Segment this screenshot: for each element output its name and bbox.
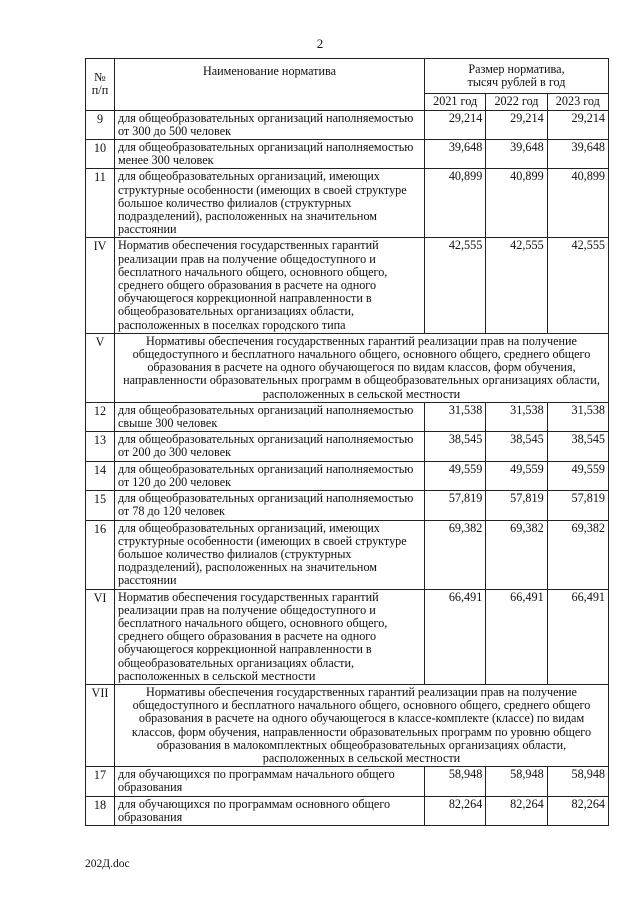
value-2021: 31,538 (425, 402, 486, 431)
section-row (86, 684, 609, 766)
value-2023: 40,899 (547, 169, 608, 238)
row-number: 15 (86, 491, 115, 520)
section-title: Нормативы обеспечения государственных гарантий реализации прав на получение общедоступного и бесплатного начального общего, основного общего, среднего общего образования в расчете на одного обучающегося в классе-комплекте (классе) по видам классов, форм обучения, направленности образовательных программ по уровню общего образования в малокомплектных общеобразовательных организациях области, расположенных в сельской местности (115, 684, 609, 766)
value-2023: 57,819 (547, 491, 608, 520)
normative-name: для общеобразовательных организаций наполняемостью свыше 300 человек (115, 402, 425, 431)
row-number: VI (86, 589, 115, 684)
value-2021: 29,214 (425, 110, 486, 139)
normative-name: Норматив обеспечения государственных гарантий реализации прав на получение общедоступного и бесплатного начального общего, основного общего, среднего общего образования в расчете на одного обучающегося коррекционной направленности в общеобразовательных организациях области, расположенных в поселках городского типа (115, 238, 425, 333)
normative-name: для обучающихся по программам начального общего образования (115, 767, 425, 796)
row-number: 16 (86, 520, 115, 589)
value-2021: 40,899 (425, 169, 486, 238)
row-number: 9 (86, 110, 115, 139)
value-2022: 57,819 (486, 491, 547, 520)
value-2023: 66,491 (547, 589, 608, 684)
value-2021: 38,545 (425, 432, 486, 461)
table-row (86, 110, 609, 139)
header-year-2023: 2023 год (547, 94, 608, 110)
value-2023: 42,555 (547, 238, 608, 333)
value-2021: 49,559 (425, 461, 486, 490)
normative-name: для общеобразовательных организаций наполняемостью менее 300 человек (115, 140, 425, 169)
table-row (86, 767, 609, 796)
normative-name: для общеобразовательных организаций наполняемостью от 300 до 500 человек (115, 110, 425, 139)
table-row (86, 432, 609, 461)
table-row (86, 796, 609, 825)
table-row (86, 589, 609, 684)
header-name: Наименование норматива (115, 59, 425, 111)
table-row (86, 520, 609, 589)
row-number: 11 (86, 169, 115, 238)
value-2023: 82,264 (547, 796, 608, 825)
row-number: 12 (86, 402, 115, 431)
table-row (86, 491, 609, 520)
row-number: 17 (86, 767, 115, 796)
normative-name: для общеобразовательных организаций, имеющих структурные особенности (имеющих в своей структуре большое количество филиалов (структурных подразделений), расположенных на значительном расстоянии (115, 169, 425, 238)
value-2023: 69,382 (547, 520, 608, 589)
value-2023: 38,545 (547, 432, 608, 461)
normative-name: для общеобразовательных организаций наполняемостью от 120 до 200 человек (115, 461, 425, 490)
table-row (86, 461, 609, 490)
table-row (86, 140, 609, 169)
value-2022: 40,899 (486, 169, 547, 238)
value-2023: 39,648 (547, 140, 608, 169)
table-row (86, 169, 609, 238)
row-number: 13 (86, 432, 115, 461)
value-2022: 69,382 (486, 520, 547, 589)
value-2021: 57,819 (425, 491, 486, 520)
page-number: 2 (316, 36, 324, 51)
header-num: № п/п (86, 59, 115, 111)
normatives-table-container (85, 58, 609, 826)
value-2022: 82,264 (486, 796, 547, 825)
table-row (86, 238, 609, 333)
row-number: 14 (86, 461, 115, 490)
value-2023: 31,538 (547, 402, 608, 431)
value-2022: 42,555 (486, 238, 547, 333)
row-number: V (86, 333, 115, 402)
normative-name: для общеобразовательных организаций, имеющих структурные особенности (имеющих в своей структуре большое количество филиалов (структурных подразделений), расположенных на значительном расстоянии (115, 520, 425, 589)
section-row (86, 333, 609, 402)
section-title: Нормативы обеспечения государственных гарантий реализации прав на получение общедоступного и бесплатного начального общего, основного общего, среднего общего образования в расчете на одного обучающегося по видам классов, форм обучения, направленности образовательных программ в общеобразовательных организациях области, расположенных в сельской местности (115, 333, 609, 402)
row-number: VII (86, 684, 115, 766)
header-year-2021: 2021 год (425, 94, 486, 110)
normatives-table (85, 58, 609, 826)
value-2021: 66,491 (425, 589, 486, 684)
value-2021: 42,555 (425, 238, 486, 333)
normative-name: для общеобразовательных организаций наполняемостью от 78 до 120 человек (115, 491, 425, 520)
normative-name: для обучающихся по программам основного общего образования (115, 796, 425, 825)
row-number: IV (86, 238, 115, 333)
value-2022: 31,538 (486, 402, 547, 431)
value-2023: 58,948 (547, 767, 608, 796)
normative-name: Норматив обеспечения государственных гарантий реализации прав на получение общедоступного и бесплатного начального общего, основного общего, среднего общего образования в расчете на одного обучающегося коррекционной направленности в общеобразовательных организациях области, расположенных в сельской местности (115, 589, 425, 684)
row-number: 10 (86, 140, 115, 169)
value-2023: 49,559 (547, 461, 608, 490)
value-2021: 69,382 (425, 520, 486, 589)
value-2022: 49,559 (486, 461, 547, 490)
normative-name: для общеобразовательных организаций наполняемостью от 200 до 300 человек (115, 432, 425, 461)
value-2021: 39,648 (425, 140, 486, 169)
value-2022: 39,648 (486, 140, 547, 169)
row-number: 18 (86, 796, 115, 825)
value-2022: 29,214 (486, 110, 547, 139)
value-2021: 58,948 (425, 767, 486, 796)
value-2022: 38,545 (486, 432, 547, 461)
value-2023: 29,214 (547, 110, 608, 139)
table-body (86, 110, 609, 825)
value-2022: 66,491 (486, 589, 547, 684)
header-size: Размер норматива, тысяч рублей в год (425, 59, 609, 94)
value-2022: 58,948 (486, 767, 547, 796)
table-row (86, 402, 609, 431)
value-2021: 82,264 (425, 796, 486, 825)
file-name-footer: 202Д.doc (85, 858, 130, 870)
header-year-2022: 2022 год (486, 94, 547, 110)
